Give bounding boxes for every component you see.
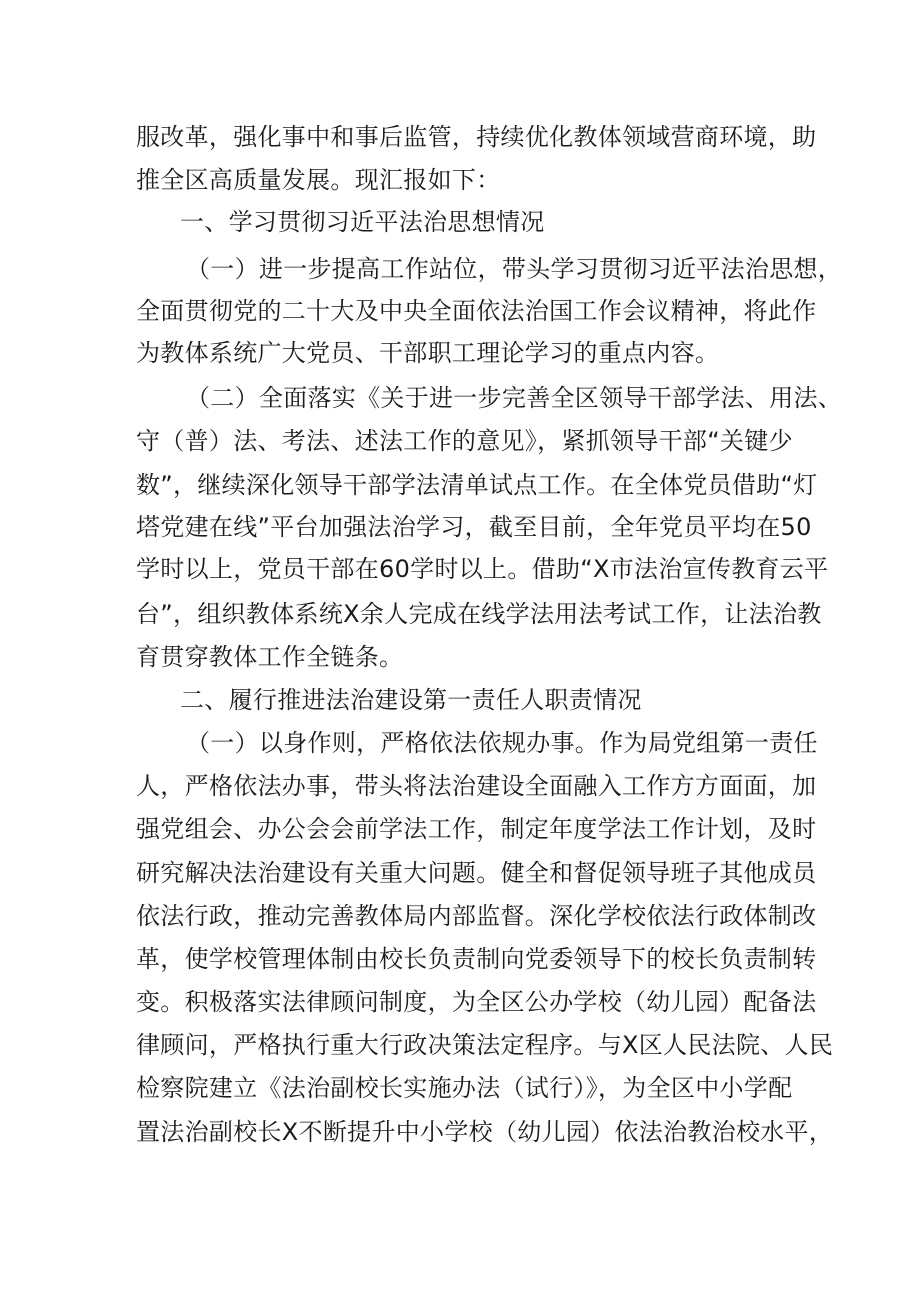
text-line: 革，使学校管理体制由校长负责制向党委领导下的校长负责制转 (136, 945, 817, 973)
text-line: 育贯穿教体工作全链条。 (136, 643, 404, 671)
text-line: 研究解决法治建设有关重大问题。健全和督促领导班子其他成员 (136, 859, 817, 887)
text-line: 学时以上，党员干部在60学时以上。借助“X市法治宣传教育云平 (136, 555, 829, 583)
section-heading: 二、履行推进法治建设第一责任人职责情况 (180, 686, 642, 714)
text-line: 强党组会、办公会会前学法工作，制定年度学法工作计划，及时 (136, 815, 817, 843)
text-line: 守（普）法、考法、述法工作的意见》，紧抓领导干部“关键少 (136, 427, 793, 455)
text-line: 数”，继续深化领导干部学法清单试点工作。在全体党员借助“灯 (136, 471, 818, 499)
text-line: 变。积极落实法律顾问制度，为全区公办学校（幼儿园）配备法 (136, 988, 817, 1016)
text-line: 检察院建立《法治副校长实施办法（试行）》，为全区中小学配 (136, 1074, 793, 1102)
text-line: （一）以身作则，严格依法依规办事。作为局党组第一责任 (186, 729, 818, 757)
text-line: 置法治副校长X不断提升中小学校（幼儿园）依法治教治校水平， (136, 1118, 834, 1146)
text-line: 台”，组织教体系统X余人完成在线学法用法考试工作，让法治教 (136, 600, 822, 628)
text-line: 依法行政，推动完善教体局内部监督。深化学校依法行政体制改 (136, 902, 817, 930)
text-line: 人，严格依法办事，带头将法治建设全面融入工作方方面面，加 (136, 772, 817, 800)
text-line: 律顾问，严格执行重大行政决策法定程序。与X区人民法院、人民 (136, 1031, 834, 1059)
text-line: 塔党建在线”平台加强法治学习，截至目前，全年党员平均在50 (136, 513, 812, 541)
text-line: （一）进一步提高工作站位，带头学习贯彻习近平法治思想， (186, 255, 843, 283)
text-line: 全面贯彻党的二十大及中央全面依法治国工作会议精神，将此作 (136, 297, 817, 325)
section-heading: 一、学习贯彻习近平法治思想情况 (180, 208, 545, 236)
text-line: 推全区高质量发展。现汇报如下： (136, 166, 501, 194)
text-line: （二）全面落实《关于进一步完善全区领导干部学法、用法、 (186, 384, 843, 412)
text-line: 为教体系统广大党员、干部职工理论学习的重点内容。 (136, 339, 720, 367)
text-line: 服改革，强化事中和事后监管，持续优化教体领域营商环境，助 (136, 123, 817, 151)
